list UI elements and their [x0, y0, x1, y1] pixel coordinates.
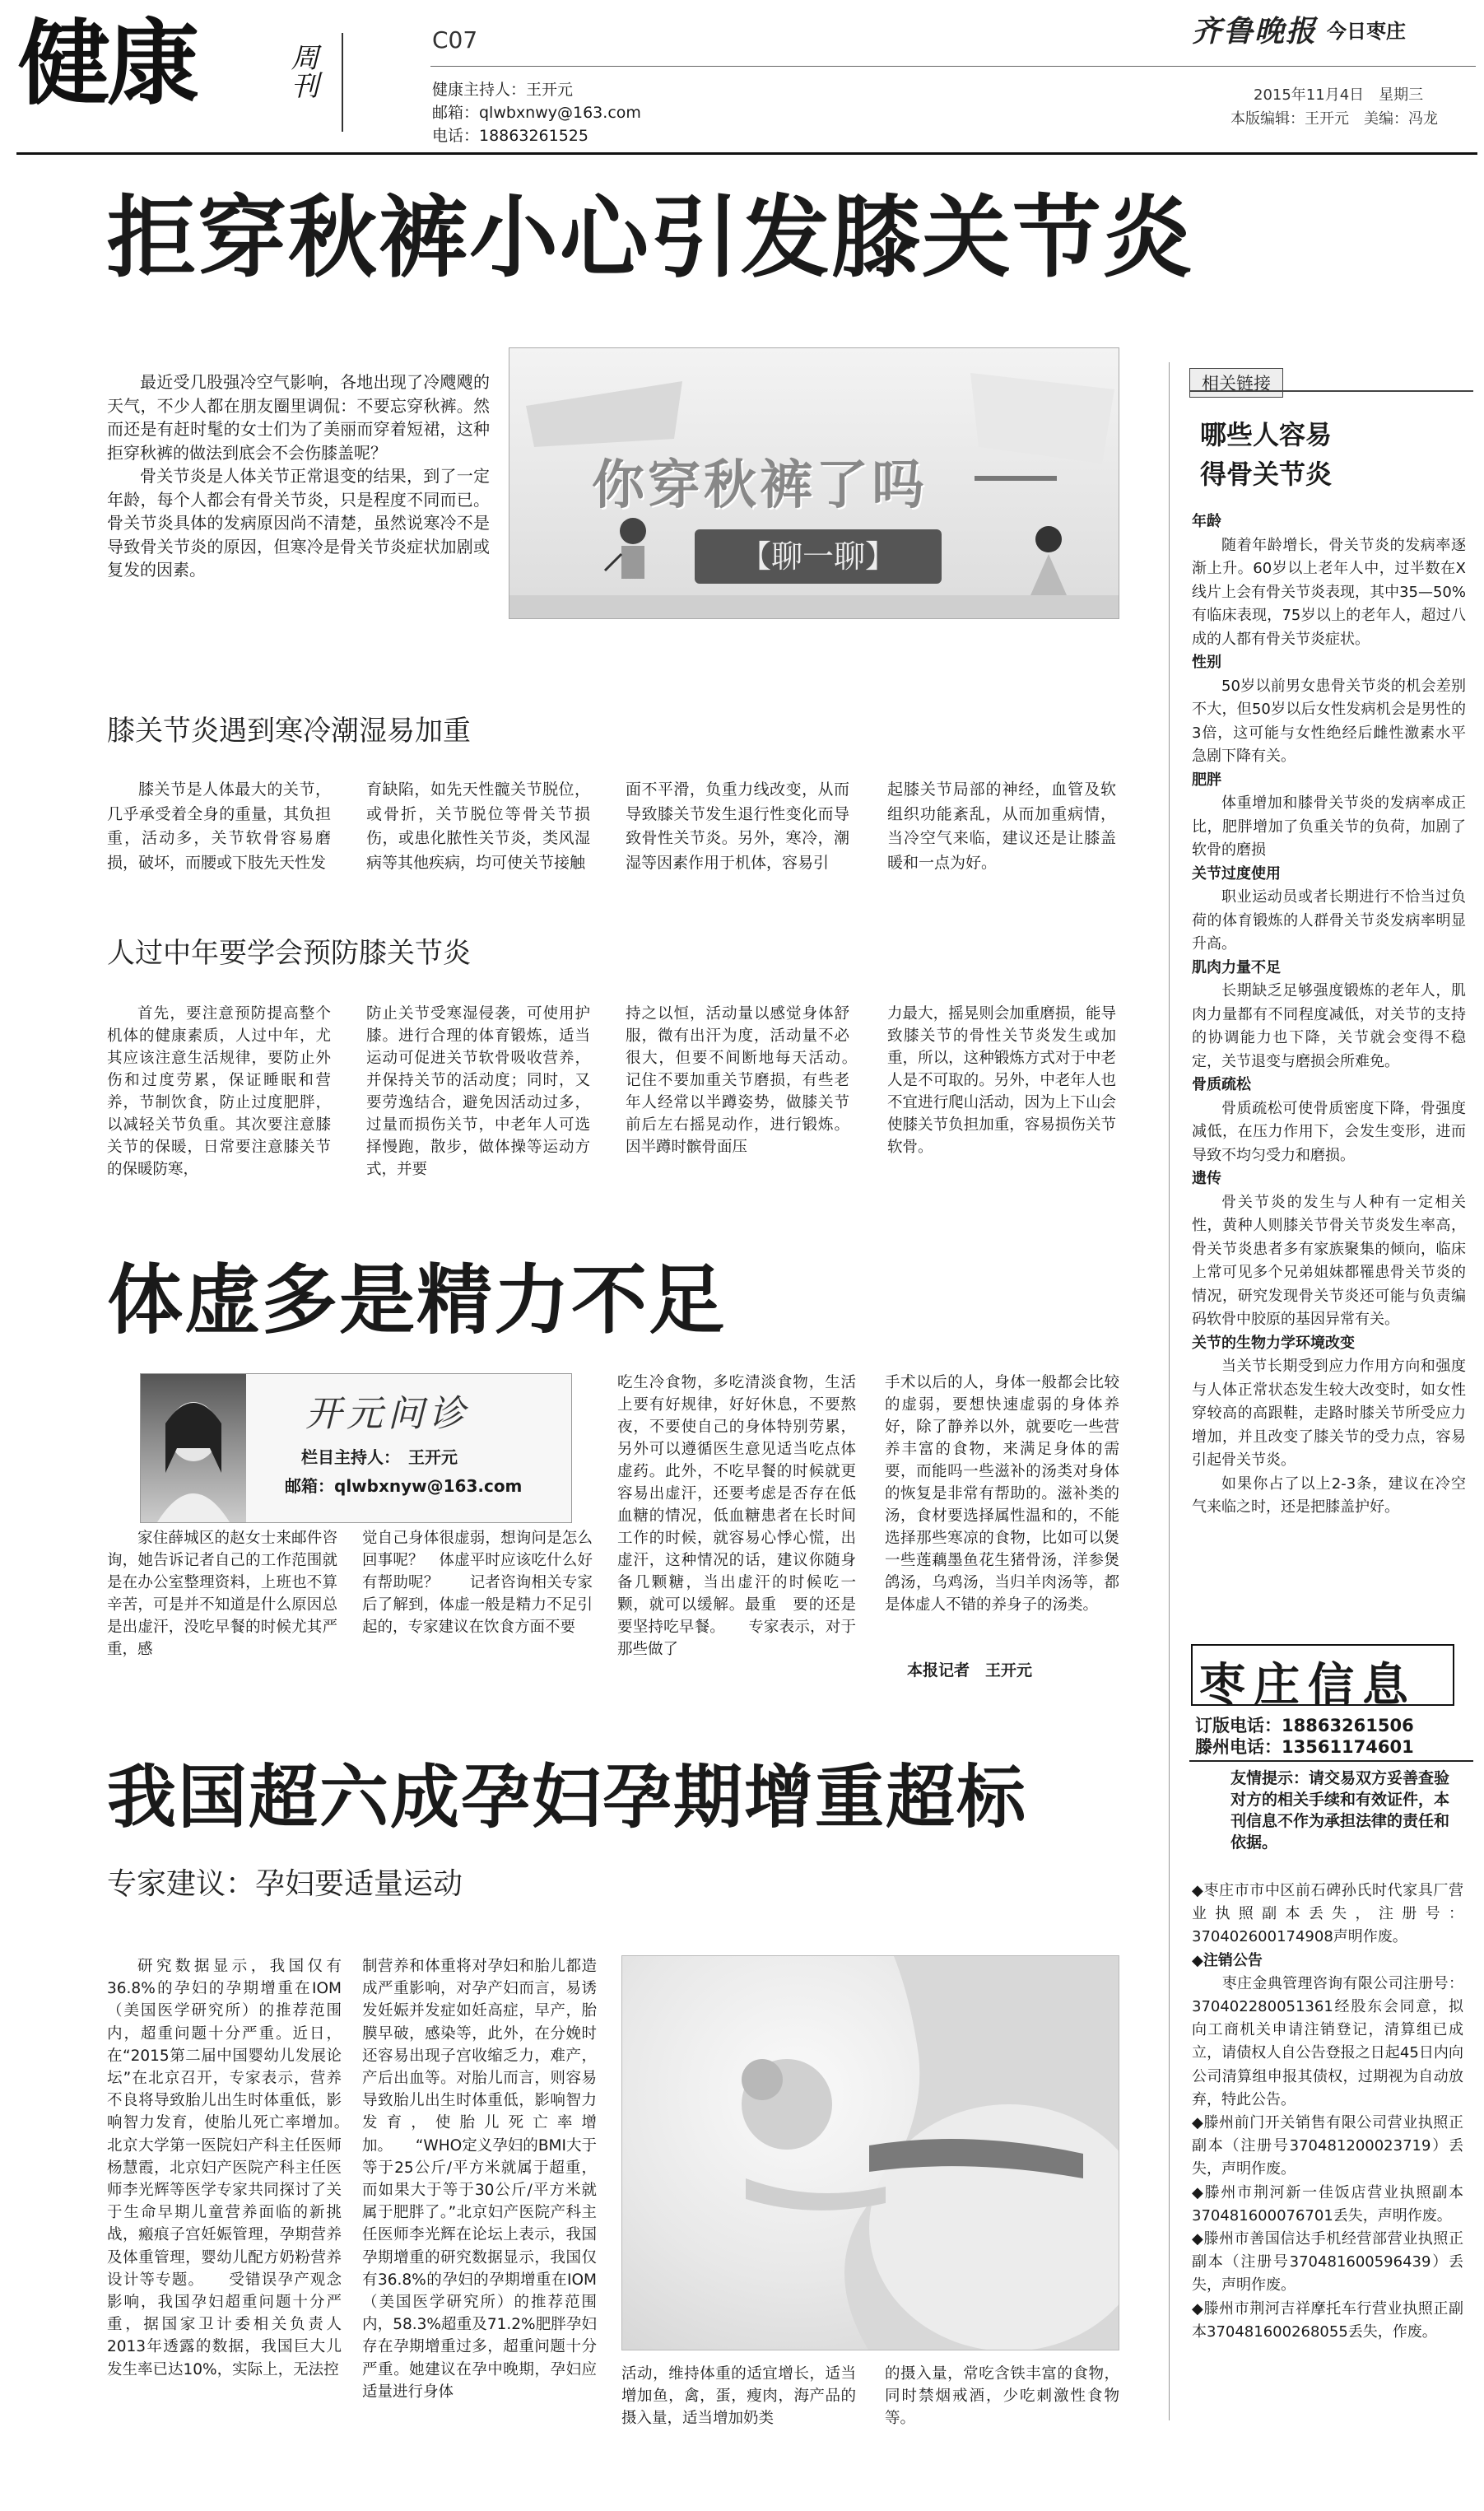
risk-text-genetics: 骨关节炎的发生与人种有一定相关性，黄种人则膝关节骨关节炎发生率高，骨关节炎患者多有家族聚集的倾向，临床上常可见多个兄弟姐妹都罹患骨关节炎的情况，研究发现骨关节炎还可能与负责编码软骨中胶原的基因异常有关。 [1192, 1193, 1466, 1328]
email-info: 邮箱：qlwbxnwy@163.com [432, 104, 641, 122]
sidebar-tail: 如果你占了以上2-3条，建议在冷空气来临之时，还是把膝盖护好。 [1192, 1474, 1466, 1516]
sec2-col-4: 力最大，摇晃则会加重磨损，能导致膝关节的骨性关节炎发生或加重，所以，这种锻炼方式对于中老人是不可取的。另外，中老年人也不宜进行爬山活动，因为上下山会使膝关节负担加重，容易损伤关节软骨。 [887, 1005, 1116, 1156]
risk-text-muscle: 长期缺乏足够强度锻炼的老年人，肌肉力量都有不同程度减低，对关节的支持的协调能力也下降，关节就会变得不稳定，关节退变与磨损会所难免。 [1192, 982, 1466, 1070]
ad-item: ◆枣庄市市中区前石碑孙氏时代家具厂营业执照副本丢失，注册号：370402600174908声明作废。 [1192, 1882, 1463, 1946]
sidebar-tag: 相关链接 [1189, 368, 1283, 398]
a3-col-1: 研究数据显示，我国仅有36.8%的孕妇的孕期增重在IOM（美国医学研究所）的推荐范围内，超重问题十分严重。近日，在“2015第二届中国婴幼儿发展论坛”在北京召开，专家表示，营养不良将导致胎儿出生时体重低，影响智力发育，使胎儿死亡率增加。 北京大学第一医院妇产科主任医师杨慧霞，北京妇产医院产科主任医师李光辉等医学专家共同探讨了关于生命早期儿童营养面临的新挑战，瘢痕子宫妊娠管理，孕期营养及体重管理，婴幼儿配方奶粉营养设计等专题。 受错误孕产观念影响，我国孕妇超重问题十分严重，据国家卫计委相关负责人2013年透露的数据，我国巨大儿发生率已达10%，实际上，无法控 [107, 1958, 342, 2378]
risk-text-gender: 50岁以前男女患骨关节炎的机会差别不大，但50岁以后女性发病机会是男性的3倍，这可能与女性绝经后雌性激素水平急剧下降有关。 [1192, 677, 1466, 765]
pregnant-belly-illustration [622, 1956, 1119, 2350]
a2-col-3: 吃生冷食物，多吃清淡食物，生活上要有好规律，好好休息，不要熬夜，不要使自己的身体特别劳累，另外可以遵循医生意见适当吃点体虚药。此外，不吃早餐的时候就更容易出虚汗，还要考虑是否存在低血糖的情况，低血糖患者在长时间工作的时候，就容易心悸心慌，出虚汗，这种情况的话，建议你随身备几颗糖，当出虚汗的时候吃一颗，就可以缓解。最重 要的还是要坚持吃早餐。 专家表示，对于那些做了 [617, 1374, 856, 1658]
a2-col-2: 觉自己身体很虚弱，想询问是怎么回事呢？ 体虚平时应该吃什么好有帮助呢？ 记者咨询相关专家后了解到，体虚一般是精力不足引起的，专家建议在饮食方面不要 [362, 1530, 593, 1636]
risk-label-osteoporosis: 骨质疏松 [1192, 1076, 1251, 1093]
masthead-bottom-rule [16, 152, 1477, 155]
figure-right-icon [1016, 521, 1082, 603]
host-photo [141, 1374, 246, 1522]
card-host: 栏目主持人： 王开元 [301, 1447, 458, 1467]
ad-item: ◆滕州市荆河吉祥摩托车行营业执照正副本370481600268055丢失，作废。 [1192, 2299, 1463, 2341]
sidebar-tag-rule [1189, 390, 1473, 392]
ad-item: ◆滕州市荆河新一佳饭店营业执照副本370481600076701丢失，声明作废。 [1192, 2183, 1463, 2224]
intro-para-2: 骨关节炎是人体关节正常退变的结果，到了一定年龄，每个人都会有骨关节炎，只是程度不同而已。骨关节炎具体的发病原因尚不清楚，虽然说寒冷不是导致骨关节炎的原因，但寒冷是骨关节炎症状加剧或复发的因素。 [107, 466, 490, 580]
banner-subtitle: 【聊一聊】 [695, 529, 942, 584]
info-title: 枣庄信息 [1199, 1659, 1417, 1712]
article2-headline: 体虚多是精力不足 [107, 1256, 727, 1344]
card-email: 邮箱：qlwbxnyw@163.com [285, 1476, 523, 1496]
masthead-divider [342, 33, 343, 132]
edition-name: 今日枣庄 [1327, 20, 1406, 43]
risk-text-overuse: 职业运动员或者长期进行不恰当过负荷的体育锻炼的人群骨关节炎发病率明显升高。 [1192, 888, 1466, 953]
risk-label-muscle: 肌肉力量不足 [1192, 958, 1281, 976]
a3-col-3: 活动，维持体重的适宜增长，适当增加鱼，禽，蛋，瘦肉，海产品的摄入量，适当增加奶类 [621, 2365, 856, 2428]
sec2-col-1: 首先，要注意预防提高整个机体的健康素质，人过中年，尤其应该注意生活规律，要防止外伤和过度劳累，保证睡眠和营养，节制饮食，防止过度肥胖，以减轻关节负重。其次要注意膝关节的保暖，日常要注意膝关节的保暖防寒， [107, 1005, 331, 1178]
issue-date: 2015年11月4日 星期三 [1254, 86, 1424, 104]
risk-label-age: 年龄 [1192, 513, 1221, 530]
intro-para-1: 最近受几股强冷空气影响，各地出现了冷飕飕的天气，不少人都在朋友圈里调侃：不要忘穿秋裤。然而还是有赶时髦的女士们为了美丽而穿着短裙，这种拒穿秋裤的做法到底会不会伤膝盖呢？ [107, 372, 490, 463]
sec1-col-4: 起膝关节局部的神经，血管及软组织功能紊乱，从而加重病情，当冷空气来临，建议还是让膝盖暖和一点为好。 [887, 780, 1116, 872]
sec2-col-2: 防止关节受寒湿侵袭，可使用护膝。进行合理的体育锻炼，适当运动可促进关节软骨吸收营养，并保持关节的活动度；同时，又要劳逸结合，避免因活动过多，过量而损伤关节，中老年人可选择慢跑，散步，做体操等运动方式，并要 [366, 1005, 590, 1178]
column-separator [1169, 362, 1170, 2420]
risk-label-overuse: 关节过度使用 [1192, 864, 1281, 883]
banner-title: 你穿秋裤了吗 [592, 454, 928, 516]
risk-label-genetics: 遗传 [1192, 1170, 1221, 1187]
risk-label-gender: 性别 [1192, 654, 1221, 671]
weekly-label: 周刊 [286, 43, 319, 99]
a3-col-4: 的摄入量，常吃含铁丰富的食物，同时禁烟戒酒，少吃刺激性食物等。 [885, 2365, 1119, 2428]
pregnancy-photo [621, 1955, 1119, 2350]
info-rule [1189, 1760, 1473, 1762]
article1-sub2: 人过中年要学会预防膝关节炎 [107, 937, 471, 970]
article1-headline: 拒穿秋裤小心引发膝关节炎 [107, 187, 1194, 290]
sec1-col-2: 育缺陷，如先天性髋关节脱位，或骨折，关节脱位等骨关节损伤，或患化脓性关节炎，类风湿病等其他疾病，均可使关节接触 [366, 780, 590, 872]
page-number: C07 [432, 26, 478, 54]
risk-label-obesity: 肥胖 [1192, 771, 1221, 789]
ad-item: ◆滕州前门开关销售有限公司营业执照正副本（注册号370481200023719）丢失，声明作废。 [1192, 2114, 1463, 2178]
a2-col-4: 手术以后的人，身体一般都会比较的虚弱，要想快速虚弱的身体养好，除了静养以外，就要吃一些营养丰富的食物，来满足身体的需要，而能吗一些滋补的汤类对身体的恢复是非常有帮助的。滋补类的汤，食材要选择属性温和的，不能选择那些寒凉的食物，比如可以煲一些莲藕墨鱼花生猪骨汤，洋参煲鸽汤，乌鸡汤，当归羊肉汤等，都是体虚人不错的养身子的汤类。 [885, 1374, 1119, 1614]
sidebar-body [1192, 510, 1466, 1548]
page-editor: 本版编辑：王开元 美编：冯龙 [1230, 110, 1438, 128]
subscribe-phone: 订版电话：18863261506 [1195, 1716, 1414, 1735]
phone-info: 电话：18863261525 [432, 127, 588, 145]
info-notice: 友情提示：请交易双方妥善查验对方的相关手续和有效证件，本刊信息不作为承担法律的责任和依据。 [1230, 1769, 1450, 1852]
article1-intro [107, 370, 490, 626]
figure-left-icon [600, 513, 666, 595]
sec2-col-3: 持之以恒，活动量以感觉身体舒服，微有出汗为度，活动量不必很大，但要不间断地每天活动。 记住不要加重关节磨损，有些老年人经常以半蹲姿势，做膝关节前后左右摇晃动作，进行锻炼。因半蹲时髌骨面压 [626, 1005, 849, 1156]
sec1-col-1: 膝关节是人体最大的关节，几乎承受着全身的重量，其负担重，活动多，关节软骨容易磨损，破坏，而腰或下肢先天性发 [107, 780, 331, 872]
risk-text-biomechanics: 当关节长期受到应力作用方向和强度与人体正常状态发生较大改变时，如女性穿较高的高跟鞋，走路时膝关节所受应力增加，并且改变了膝关节的受力点，容易引起骨关节炎。 [1192, 1358, 1466, 1469]
column-card [140, 1373, 572, 1523]
risk-label-biomechanics: 关节的生物力学环境改变 [1192, 1334, 1355, 1352]
article3-headline: 我国超六成孕妇孕期增重超标 [107, 1757, 1028, 1838]
sidebar-title-1: 哪些人容易 [1200, 419, 1333, 450]
host-info: 健康主持人：王开元 [432, 81, 574, 99]
chat-banner [509, 347, 1119, 619]
article1-sub1: 膝关节炎遇到寒冷潮湿易加重 [107, 715, 471, 748]
tengzhou-phone: 滕州电话：13561174601 [1195, 1737, 1414, 1757]
info-title-box [1191, 1644, 1454, 1712]
person-icon [141, 1374, 246, 1522]
sidebar-title-2: 得骨关节炎 [1200, 459, 1333, 490]
banner-dash [975, 476, 1057, 481]
a2-col-1: 家住薛城区的赵女士来邮件咨询，她告诉记者自己的工作范围就是在办公室整理资料，上班也不算辛苦，可是并不知道是什么原因总是出虚汗，没吃早餐的时候尤其严重，感 [107, 1530, 337, 1658]
a3-col-2: 制营养和体重将对孕妇和胎儿都造成严重影响，对孕产妇而言，易诱发妊娠并发症如妊高症，早产，胎膜早破，感染等，此外，在分娩时还容易出现子宫收缩乏力，难产，产后出血等。对胎儿而言，则容易导致胎儿出生时体重低，影响智力发育，使胎儿死亡率增加。 “WHO定义孕妇的BMI大于等于25公斤/平方米就属于超重，而如果大于等于30公斤/平方米就属于肥胖了。”北京妇产医院产科主任医师李光辉在论坛上表示，我国孕期增重的研究数据显示，我国仅有36.8%的孕妇的孕期增重在IOM（美国医学研究所）的推荐范围内，58.3%超重及71.2%肥胖孕妇存在孕期增重过多，超重问题十分严重。她建议在孕中晚期，孕妇应适量进行身体 [362, 1958, 597, 2401]
classified-ads [1192, 1880, 1463, 2390]
article2-byline: 本报记者 王开元 [907, 1661, 1033, 1679]
ad-item: ◆滕州市善国信达手机经营部营业执照正副本（注册号370481600596439）丢失，声明作废。 [1192, 2230, 1463, 2294]
masthead-rule [430, 66, 1476, 67]
ad-item: 枣庄金典管理咨询有限公司注册号：370402280051361经股东会同意，拟向工商机关申请注销登记，清算组已成立，请债权人自公告登报之日起45日内向公司清算组申报其债权，过期视为自动放弃，特此公告。 [1192, 1974, 1463, 2108]
risk-text-obesity: 体重增加和膝骨关节炎的发病率成正比，肥胖增加了负重关节的负荷，加剧了软骨的磨损 [1192, 794, 1466, 859]
risk-text-osteoporosis: 骨质疏松可使骨质密度下降，骨强度减低，在压力作用下，会发生变形，进而导致不均匀受力和磨损。 [1192, 1099, 1466, 1164]
risk-text-age: 随着年龄增长，骨关节炎的发病率逐渐上升。60岁以上老年人中，过半数在X线片上会有骨关节炎表现，其中35—50% 有临床表现，75岁以上的老年人，超过八成的人都有骨关节炎症状。 [1192, 536, 1466, 648]
section-title: 健康 [18, 11, 196, 118]
ad-item: ◆注销公告 [1192, 1951, 1263, 1969]
paper-logo: 齐鲁晚报 [1192, 14, 1318, 49]
sec1-col-3: 面不平滑，负重力线改变，从而导致膝关节发生退行性变化而导致骨性关节炎。另外，寒冷，潮湿等因素作用于机体，容易引 [626, 780, 849, 872]
card-title: 开元问诊 [305, 1393, 470, 1435]
article3-subtitle: 专家建议：孕妇要适量运动 [107, 1867, 463, 1901]
